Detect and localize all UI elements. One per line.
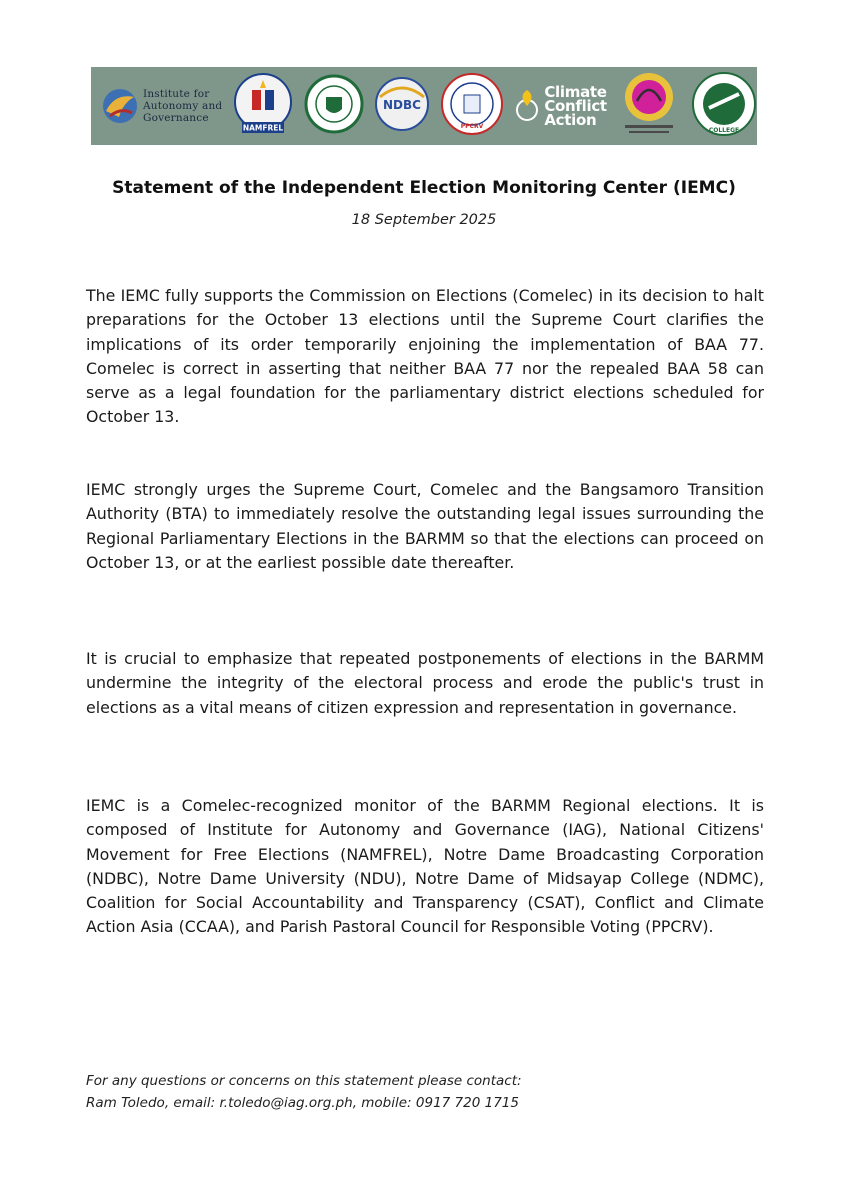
namfrel-logo: [232, 72, 294, 140]
namfrel-seal-icon: [232, 72, 294, 136]
ndmc-label: COLLEGE: [708, 127, 739, 134]
ndbc-label: NDBC: [383, 98, 422, 112]
contact-line-1: For any questions or concerns on this statement please contact:: [86, 1073, 522, 1089]
cca-line-1: Climate: [544, 83, 607, 101]
paragraph-1: The IEMC fully supports the Commission on Elections (Comelec) in its decision to halt preparations for the October 13 elections until the Supreme Court clarifies the implications of its order temporarily enjoining the implementation of BAA 77. Comelec is correct in asserting that neither BAA 77 nor the repealed BAA 58 can serve as a legal foundation for the parliamentary district elections scheduled for October 13.: [86, 286, 764, 427]
paragraph-2: IEMC strongly urges the Supreme Court, Comelec and the Bangsamoro Transition Authority (BTA) to immediately resolve the outstanding legal issues surrounding the Regional Parliamentary Elections in the BARMM so that the elections can proceed on October 13, or at the earliest possible date thereafter.: [86, 480, 764, 572]
cca-line-2: Conflict: [544, 97, 607, 115]
ppcrv-label: PPCRV: [461, 123, 484, 130]
iag-logo: [101, 83, 222, 129]
ppcrv-seal: [440, 71, 504, 141]
statement-date: 18 September 2025: [351, 212, 497, 228]
iag-emblem-icon: [101, 83, 139, 129]
paragraph-4: IEMC is a Comelec-recognized monitor of the BARMM Regional elections. It is composed of Institute for Autonomy and Governance (IAG), National Citizens' Movement for Free Elections (NAMFREL), Notre Dame Broadcasting Corporation (NDBC), Notre Dame University (NDU), Notre Dame of Midsayap College (NDMC), Coalition for Social Accountability and Transparency (CSAT), Conflict and Climate Action Asia (CCAA), and Parish Pastoral Council for Responsible Voting (PPCRV).: [86, 796, 764, 937]
csat-logo: [617, 69, 681, 143]
ndbc-emblem-icon: [374, 75, 430, 133]
cca-leaf-icon: [514, 86, 540, 126]
ndmc-seal-icon: [691, 70, 757, 138]
cca-logo: [514, 85, 606, 127]
statement-title: Statement of the Independent Election Monitoring Center (IEMC): [112, 178, 736, 198]
paragraph-3: It is crucial to emphasize that repeated postponements of elections in the BARMM undermine the integrity of the electoral process and erode the public's trust in elections as a vital means of citizen expression and representation in governance.: [86, 649, 764, 717]
contact-line-2: Ram Toledo, email: r.toledo@iag.org.ph, mobile: 0917 720 1715: [86, 1095, 519, 1111]
ndbc-logo: [374, 75, 430, 137]
contact-footer: [86, 1070, 764, 1114]
iag-line-2: Autonomy and: [143, 100, 223, 112]
namfrel-label: NAMFREL: [243, 123, 284, 133]
ndu-seal-icon: [304, 73, 364, 135]
cca-line-3: Action: [544, 111, 597, 129]
csat-emblem-icon: [617, 69, 681, 139]
iag-line-1: Institute for: [143, 88, 210, 100]
ppcrv-seal-icon: [440, 71, 504, 137]
logo-banner: [91, 67, 757, 145]
ndmc-seal: [691, 70, 757, 142]
ndu-seal: [304, 73, 364, 139]
iag-line-3: Governance: [143, 112, 209, 124]
